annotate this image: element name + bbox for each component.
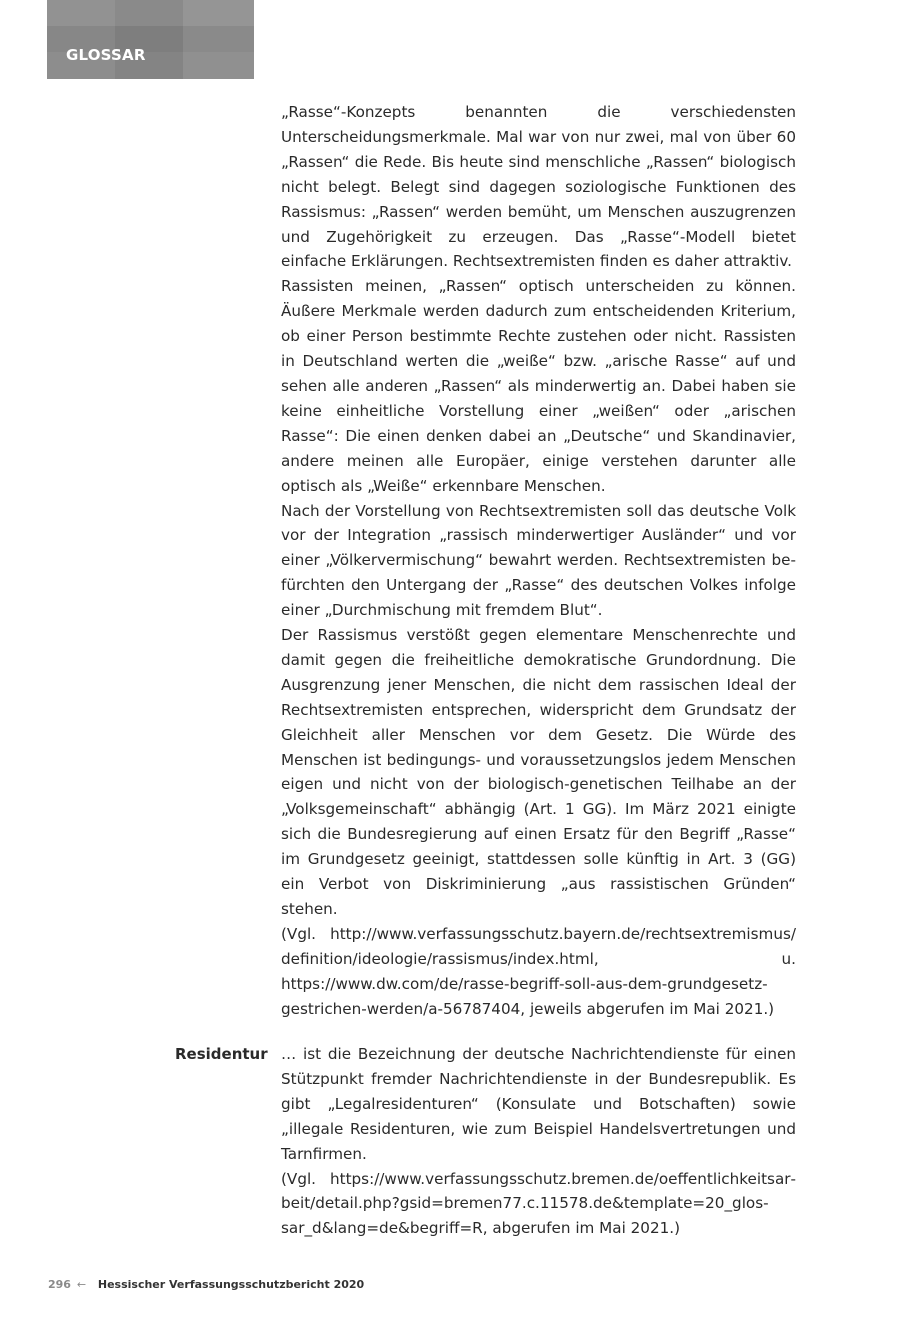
entry-source-note: (Vgl. https://www.verfassungsschutz.bremen.de/oeffentlichkeitsarbeit/detail.php?gsid=bremen77.c.11578.de&template=20_glossar_d&lang=de&begriff=R, abgerufen im Mai 2021.) <box>281 1169 796 1238</box>
section-header-tab <box>47 0 254 79</box>
arrow-left-icon: ← <box>76 1278 87 1291</box>
glossary-term-residentur: Residentur <box>175 1045 268 1063</box>
entry-paragraph: Der Rassismus verstößt gegen elementare Menschenrechte und damit gegen die freiheitliche demokratische Grundordnung. Die Ausgrenzung jener Menschen, die nicht dem rassischen Ideal der Rechtsextremisten entsprechen, widerspricht dem Grundsatz der Gleichheit aller Menschen vor dem Gesetz. Die Würde des Menschen ist bedingungs- und voraussetzungslos jedem Menschen eigen und nicht von der biologisch-genetischen Teilhabe an der „Volksgemeinschaft“ abhängig (Art. 1 GG). Im März 2021 einigte sich die Bundesregierung auf einen Ersatz für den Begriff „Rasse“ im Grundgesetz geeinigt, stattdessen solle künftig in Art. 3 (GG) ein Verbot von Diskriminierung „aus rassistischen Gründen“ stehen. <box>281 626 796 918</box>
section-title: GLOSSAR <box>66 46 146 64</box>
entry-paragraph: Rassisten meinen, „Rassen“ optisch unterscheiden zu können. Äußere Merkmale werden dadurch zum entscheidenden Kriterium, ob einer Person bestimmte Rechte zustehen oder nicht. Rassisten in Deutschland werten die „weiße“ bzw. „arische Rasse“ auf und sehen alle anderen „Rassen“ als minderwertig an. Dabei haben sie keine einheitliche Vorstellung einer „weißen“ oder „arischen Rasse“: Die einen denken dabei an „Deutsche“ und Skandinavier, andere meinen alle Europäer, einige verstehen darunter alle optisch als „Weiße“ erkennbare Menschen. <box>281 277 796 495</box>
entry-paragraph: „Rasse“-Konzepts benannten die verschiedensten Unterscheidungsmerkmale. Mal war von nur zwei, mal von über 60 „Rassen“ die Rede. Bis heute sind menschliche „Rassen“ biologisch nicht belegt. Belegt sind dagegen soziologische Funktionen des Rassismus: „Rassen“ werden bemüht, um Menschen auszugrenzen und Zugehörigkeit zu erzeugen. Das „Rasse“-Modell bietet einfache Erklärungen. Rechtsextremisten finden es daher attraktiv. <box>281 103 796 271</box>
header-band <box>47 0 254 26</box>
entry-paragraph: … ist die Bezeichnung der deutsche Nachrichtendienste für einen Stützpunkt fremder Nachrichtendienste in der Bundesrepublik. Es gibt „Legalresidenturen“ (Konsulate und Botschaften) sowie „illegale Residenturen, wie zum Beispiel Handelsvertretungen und Tarnfirmen. <box>281 1045 796 1163</box>
glossary-entry-rasse-continued <box>281 100 796 1022</box>
entry-paragraph: Nach der Vorstellung von Rechtsextremisten soll das deutsche Volk vor der Integration „rassisch minderwertiger Ausländer“ und vor einer „Völkervermischung“ bewahrt werden. Rechtsextremisten befürchten den Untergang der „Rasse“ des deutschen Volkes infolge einer „Durchmischung mit fremdem Blut“. <box>281 501 796 620</box>
glossary-entry-residentur <box>281 1042 796 1241</box>
publication-title: Hessischer Verfassungsschutzbericht 2020 <box>97 1278 365 1291</box>
entry-source-note: (Vgl. http://www.verfassungsschutz.bayern.de/rechtsextremismus/ definition/ideologie/rassismus/index.html, u. https://www.dw.com/de/rasse-begriff-soll-aus-dem-grundgesetz-gestrichen-werden/a-56787404, jeweils abgerufen im Mai 2021.) <box>281 924 796 1018</box>
page-number: 296 <box>48 1278 71 1291</box>
page-footer <box>48 1278 364 1291</box>
